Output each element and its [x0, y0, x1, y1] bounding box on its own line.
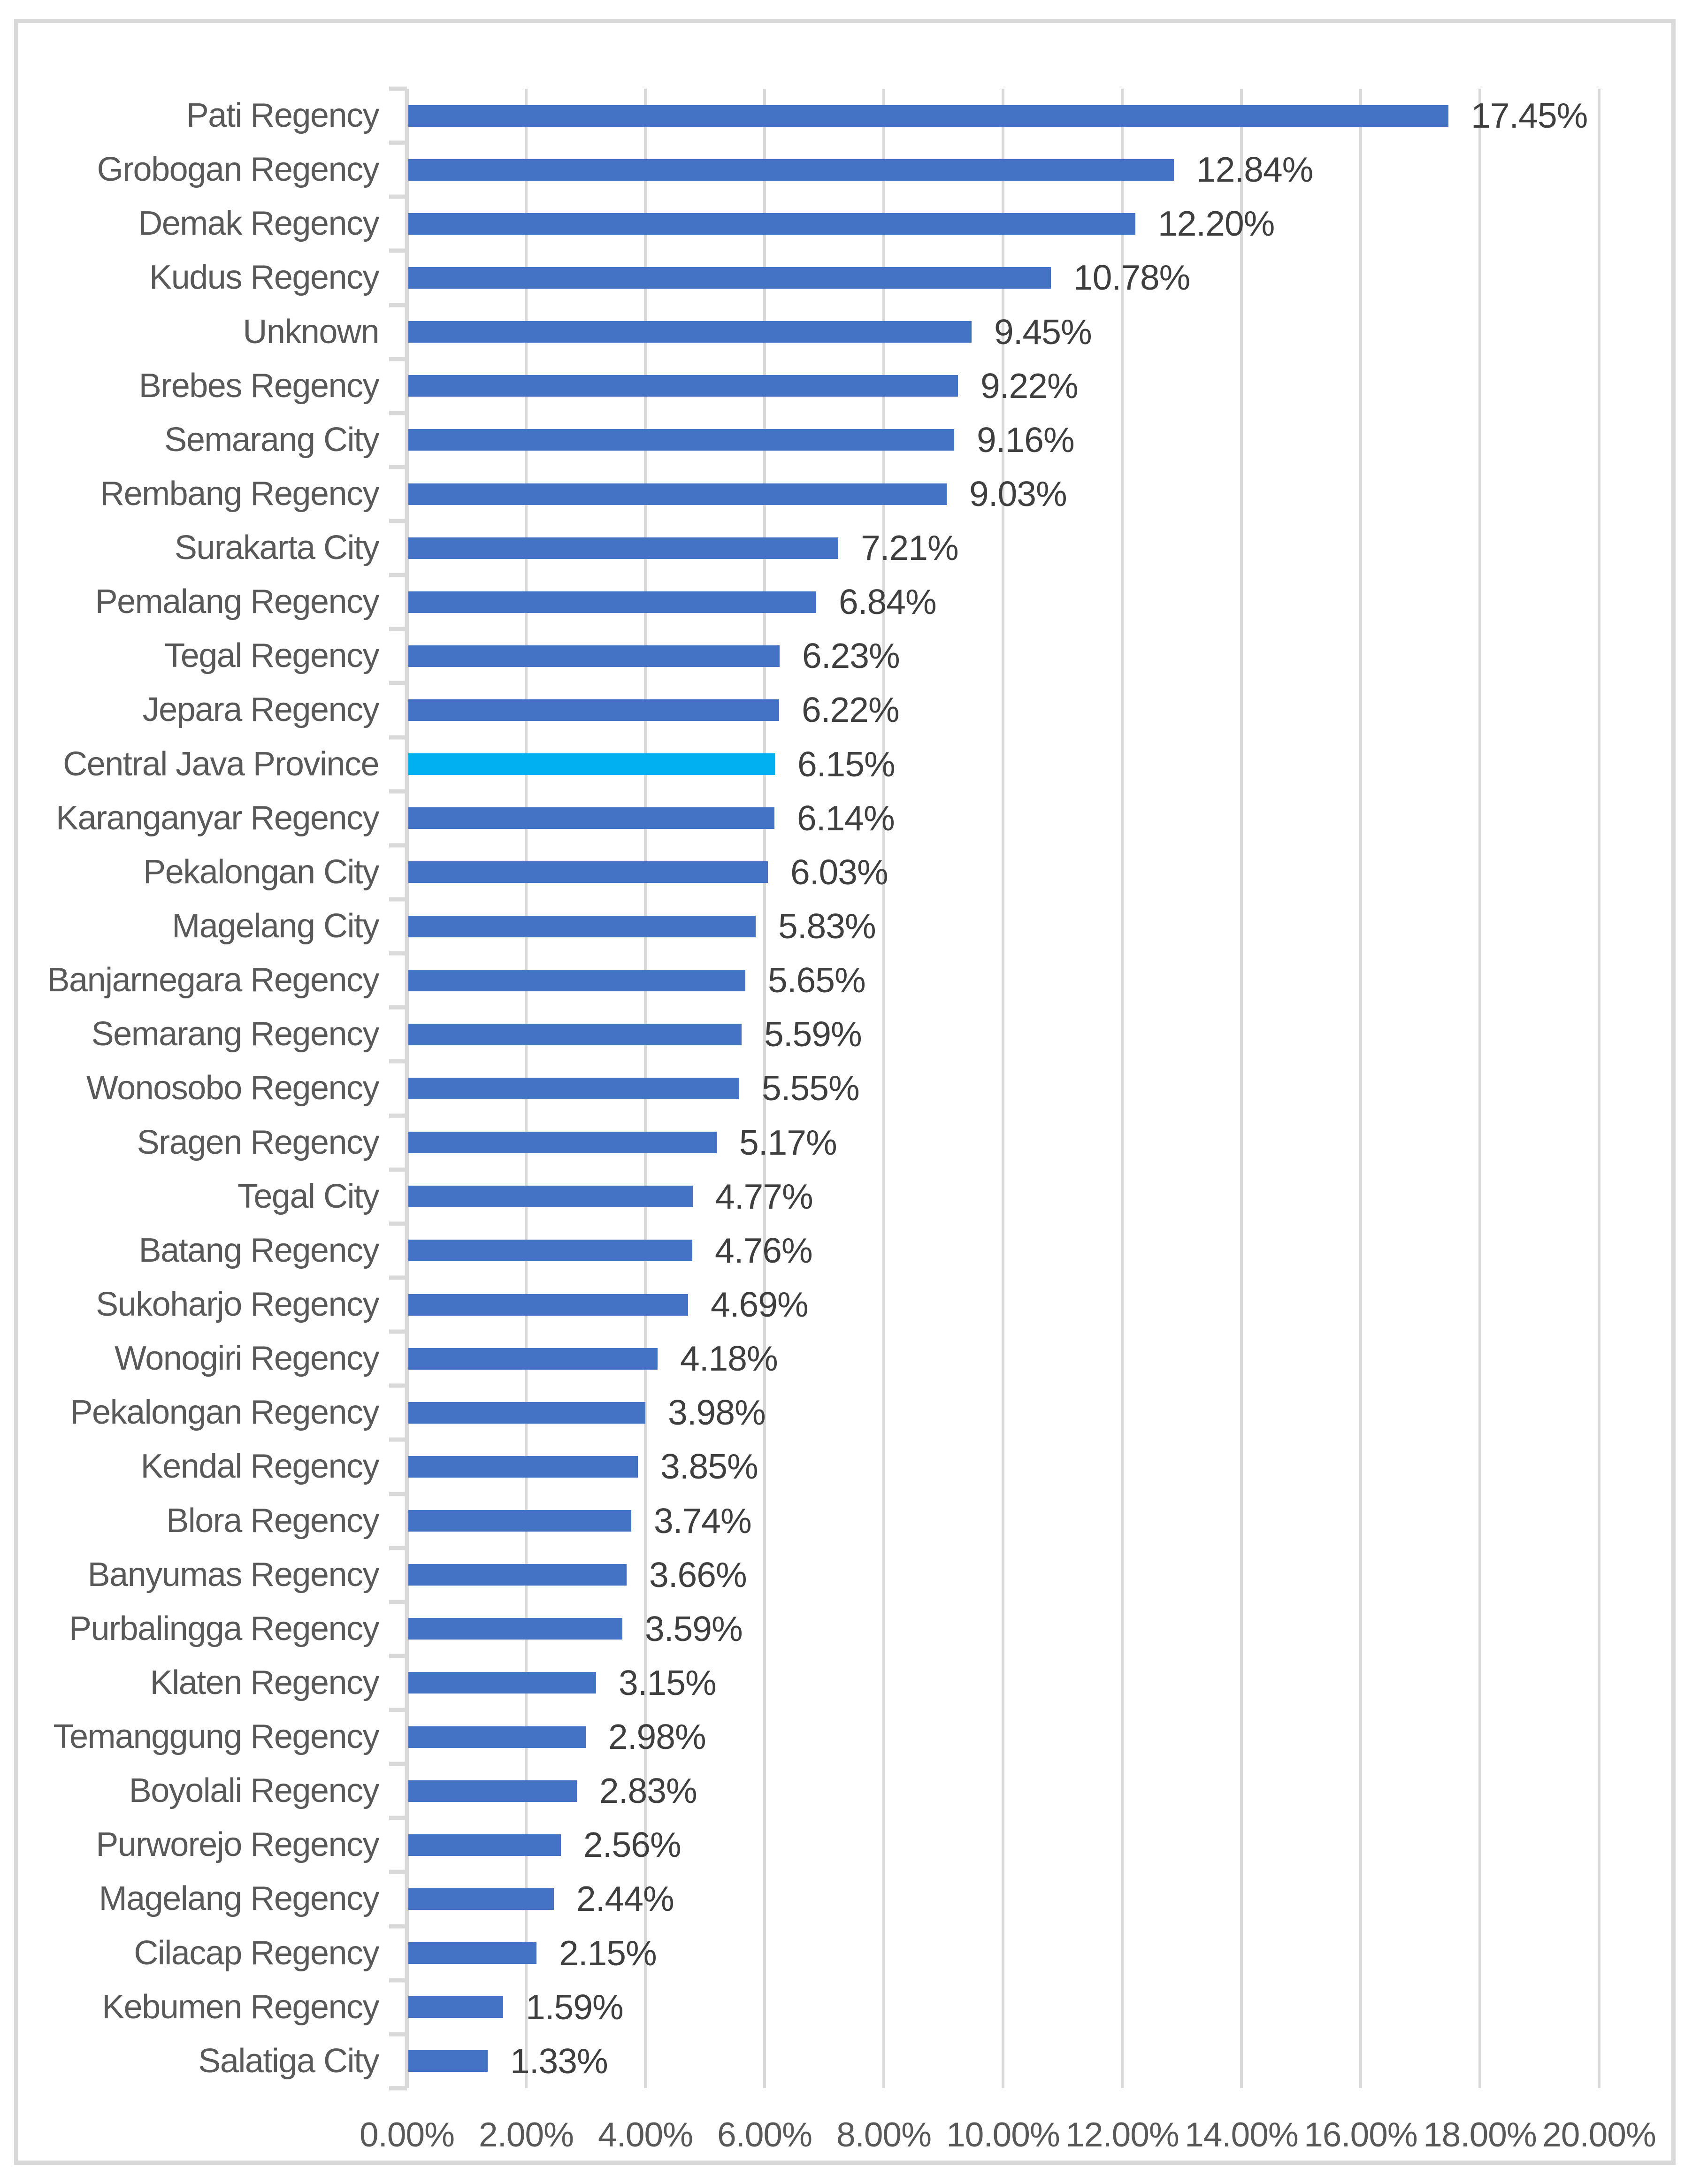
category-label: Boyolali Regency	[129, 1772, 379, 1810]
bar	[408, 1186, 693, 1207]
bar	[408, 429, 954, 451]
value-label: 3.15%	[619, 1663, 716, 1702]
value-label: 5.65%	[768, 960, 865, 1000]
x-axis-tick-label: 2.00%	[479, 2116, 574, 2154]
y-axis-tick	[389, 1708, 407, 1712]
value-label: 2.56%	[583, 1825, 681, 1865]
category-label: Unknown	[243, 313, 379, 351]
value-label: 2.44%	[576, 1879, 674, 1919]
bar	[408, 1780, 577, 1802]
y-axis-tick	[389, 573, 407, 577]
category-label: Banyumas Regency	[87, 1556, 379, 1594]
value-label: 5.17%	[739, 1122, 837, 1162]
y-axis-tick	[389, 2032, 407, 2036]
bar	[408, 1294, 688, 1316]
category-label: Jepara Regency	[142, 691, 379, 729]
value-label: 3.74%	[654, 1501, 751, 1540]
bar	[408, 1672, 596, 1694]
x-axis-tick-label: 12.00%	[1065, 2116, 1179, 2154]
bar	[408, 1888, 554, 1910]
y-axis-tick	[389, 195, 407, 199]
value-label: 9.16%	[977, 420, 1074, 460]
gridline	[1598, 89, 1600, 2088]
value-label: 5.59%	[764, 1014, 862, 1054]
bar	[408, 970, 745, 991]
gridline	[1359, 89, 1362, 2088]
y-axis-tick	[389, 843, 407, 847]
category-label: Demak Regency	[138, 205, 379, 243]
value-label: 1.33%	[510, 2041, 608, 2081]
x-axis-tick-label: 0.00%	[360, 2116, 454, 2154]
plot-area	[18, 23, 1671, 2161]
value-label: 6.23%	[802, 636, 900, 676]
category-label: Magelang Regency	[99, 1880, 379, 1918]
bar-highlighted	[408, 753, 775, 775]
y-axis-tick	[389, 951, 407, 956]
bar	[408, 1240, 692, 1261]
y-axis-tick	[389, 1546, 407, 1550]
bar	[408, 1510, 631, 1532]
value-label: 9.03%	[969, 474, 1067, 513]
y-axis-tick	[389, 1870, 407, 1874]
value-label: 12.84%	[1196, 150, 1313, 190]
category-label: Central Java Province	[63, 745, 379, 783]
y-axis-tick	[389, 1384, 407, 1388]
category-label: Wonosobo Regency	[86, 1069, 379, 1107]
bar	[408, 1564, 627, 1586]
value-label: 4.77%	[715, 1176, 813, 1216]
category-label: Kudus Regency	[149, 259, 379, 297]
y-axis-tick	[389, 2086, 407, 2091]
bar	[408, 645, 780, 667]
value-label: 10.78%	[1073, 258, 1190, 298]
y-axis-tick	[389, 411, 407, 415]
bar	[408, 1024, 742, 1045]
bar	[408, 213, 1135, 235]
bar	[408, 105, 1448, 127]
y-axis-tick	[389, 1978, 407, 1982]
value-label: 3.66%	[649, 1555, 747, 1594]
x-axis-tick-label: 6.00%	[717, 2116, 812, 2154]
value-label: 2.15%	[559, 1933, 657, 1973]
value-label: 9.22%	[980, 366, 1078, 406]
value-label: 6.15%	[797, 744, 895, 784]
category-label: Wonogiri Regency	[115, 1340, 379, 1378]
category-label: Grobogan Regency	[97, 151, 379, 189]
value-label: 3.98%	[668, 1393, 766, 1433]
x-axis-tick-label: 18.00%	[1423, 2116, 1537, 2154]
y-axis-tick	[389, 897, 407, 902]
y-axis-tick	[389, 1059, 407, 1064]
bar	[408, 1402, 645, 1424]
y-axis-tick	[389, 303, 407, 307]
gridline	[1478, 89, 1481, 2088]
bar	[408, 1348, 658, 1370]
y-axis-tick	[389, 1113, 407, 1118]
value-label: 2.83%	[599, 1771, 697, 1811]
y-axis-tick	[389, 1221, 407, 1226]
bar	[408, 1078, 739, 1099]
value-label: 9.45%	[994, 312, 1092, 352]
category-label: Rembang Regency	[100, 475, 379, 513]
x-axis-tick-label: 16.00%	[1304, 2116, 1417, 2154]
value-label: 6.14%	[797, 798, 895, 838]
y-axis-tick	[389, 465, 407, 469]
bar	[408, 1996, 503, 2018]
bar	[408, 861, 768, 883]
category-label: Semarang City	[164, 421, 379, 459]
y-axis-tick	[389, 249, 407, 253]
value-label: 4.69%	[711, 1284, 808, 1324]
bar	[408, 1834, 561, 1856]
bar	[408, 1618, 622, 1640]
category-label: Surakarta City	[174, 529, 379, 567]
value-label: 1.59%	[526, 1987, 623, 2027]
category-label: Cilacap Regency	[134, 1934, 379, 1972]
category-label: Purbalingga Regency	[69, 1609, 379, 1648]
value-label: 2.98%	[608, 1717, 706, 1757]
category-label: Tegal Regency	[164, 637, 379, 675]
value-label: 5.55%	[762, 1068, 859, 1108]
bar	[408, 1456, 638, 1478]
category-label: Pekalongan City	[143, 853, 379, 891]
value-label: 4.18%	[680, 1339, 778, 1379]
y-axis-tick	[389, 1654, 407, 1658]
value-label: 12.20%	[1158, 204, 1275, 244]
bar	[408, 2050, 488, 2072]
gridline	[1240, 89, 1243, 2088]
value-label: 5.83%	[778, 906, 876, 946]
bar	[408, 159, 1174, 181]
y-axis-tick	[389, 789, 407, 793]
category-label: Pemalang Regency	[95, 583, 379, 621]
value-label: 3.59%	[645, 1609, 743, 1648]
x-axis-tick-label: 20.00%	[1542, 2116, 1656, 2154]
bar	[408, 916, 756, 937]
y-axis-tick	[389, 1167, 407, 1172]
gridline	[1121, 89, 1124, 2088]
y-axis-tick	[389, 1438, 407, 1442]
category-label: Magelang City	[172, 907, 379, 945]
bar	[408, 267, 1051, 289]
bar	[408, 1942, 536, 1964]
value-label: 7.21%	[861, 528, 958, 568]
value-label: 3.85%	[660, 1447, 758, 1487]
y-axis-tick	[389, 141, 407, 145]
category-label: Sukoharjo Regency	[96, 1285, 379, 1323]
category-label: Purworejo Regency	[96, 1826, 379, 1864]
x-axis-tick-label: 10.00%	[946, 2116, 1060, 2154]
category-label: Kendal Regency	[140, 1448, 379, 1486]
chart-frame	[14, 19, 1676, 2165]
category-label: Batang Regency	[138, 1231, 379, 1269]
y-axis-tick	[389, 735, 407, 739]
bar	[408, 1726, 586, 1748]
value-label: 4.76%	[715, 1230, 812, 1270]
category-label: Klaten Regency	[150, 1663, 379, 1701]
category-label: Salatiga City	[198, 2042, 379, 2080]
bar	[408, 807, 774, 829]
value-label: 6.03%	[790, 852, 888, 892]
y-axis-tick	[389, 1924, 407, 1928]
bar	[408, 591, 816, 613]
y-axis-tick	[389, 87, 407, 91]
y-axis-tick	[389, 1762, 407, 1766]
category-label: Temanggung Regency	[53, 1718, 379, 1756]
bar	[408, 375, 958, 397]
bar	[408, 483, 947, 505]
y-axis-tick	[389, 1816, 407, 1820]
value-label: 6.22%	[802, 690, 899, 730]
value-label: 17.45%	[1471, 96, 1588, 135]
bar	[408, 537, 838, 559]
y-axis-tick	[389, 519, 407, 523]
bar	[408, 699, 779, 721]
category-label: Pati Regency	[186, 97, 379, 134]
x-axis-tick-label: 4.00%	[598, 2116, 693, 2154]
bar	[408, 1132, 717, 1153]
x-axis-tick-label: 14.00%	[1185, 2116, 1298, 2154]
category-label: Kebumen Regency	[102, 1988, 379, 2026]
y-axis-tick	[389, 681, 407, 685]
y-axis-tick	[389, 357, 407, 361]
bar	[408, 321, 972, 343]
y-axis-tick	[389, 1492, 407, 1496]
category-label: Blora Regency	[166, 1502, 379, 1540]
x-axis-tick-label: 8.00%	[836, 2116, 931, 2154]
y-axis-tick	[389, 1600, 407, 1604]
category-label: Tegal City	[237, 1177, 379, 1215]
y-axis-tick	[389, 1275, 407, 1280]
category-label: Sragen Regency	[137, 1123, 379, 1161]
category-label: Semarang Regency	[91, 1015, 379, 1053]
y-axis-tick	[389, 1005, 407, 1010]
category-label: Pekalongan Regency	[70, 1394, 379, 1432]
value-label: 6.84%	[839, 582, 936, 622]
category-label: Banjarnegara Regency	[47, 961, 379, 999]
y-axis-tick	[389, 1330, 407, 1334]
category-label: Brebes Regency	[138, 367, 379, 405]
category-label: Karanganyar Regency	[56, 799, 379, 837]
y-axis-tick	[389, 627, 407, 631]
